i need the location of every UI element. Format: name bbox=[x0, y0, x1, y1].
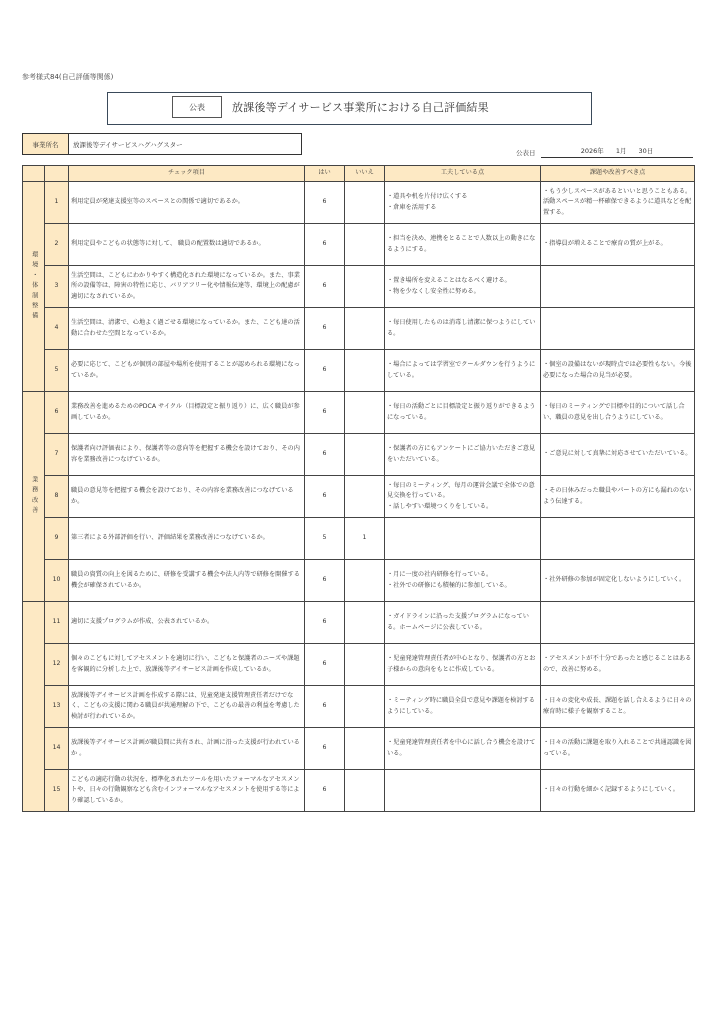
header-number bbox=[45, 166, 69, 182]
yes-count: 6 bbox=[305, 434, 345, 476]
issues-cell bbox=[541, 602, 695, 644]
effort-line: ・毎日使用したものは消毒し清潔に保つようにしている。 bbox=[387, 319, 536, 337]
efforts-cell bbox=[385, 728, 541, 770]
issues-cell bbox=[541, 266, 695, 308]
issues-cell bbox=[541, 350, 695, 392]
check-item: 放課後等デイサービス計画を作成する際には、児童発達支援管理責任者だけでなく、こどもの支援に関わる職員が共通理解の下で、こどもの最善の利益を考慮した検討が行われているか。 bbox=[69, 686, 305, 728]
header-no: いいえ bbox=[345, 166, 385, 182]
issues-cell bbox=[541, 644, 695, 686]
table-row bbox=[23, 434, 695, 476]
effort-line: ・場合によっては学習室でクールダウンを行うようにしている。 bbox=[387, 361, 536, 379]
table-row bbox=[23, 560, 695, 602]
effort-line: ・児童発達管理責任者が中心となり、保護者の方とお子様からの意向をもとに作成している。 bbox=[387, 655, 536, 673]
table-header-row bbox=[23, 166, 695, 182]
check-item: 保護者向け評価表により、保護者等の意向等を把握する機会を設けており、その内容を業務改善につなげているか。 bbox=[69, 434, 305, 476]
item-number: 2 bbox=[45, 224, 69, 266]
no-count bbox=[345, 728, 385, 770]
item-number: 14 bbox=[45, 728, 69, 770]
category-cell: 環境・体制整備 bbox=[23, 182, 45, 392]
no-count bbox=[345, 602, 385, 644]
efforts-cell bbox=[385, 224, 541, 266]
effort-line: ・ミーティング時に職員全員で意見や課題を検討するようにしている。 bbox=[387, 697, 535, 715]
yes-count: 6 bbox=[305, 686, 345, 728]
check-item: 業務改善を進めるためのPDCA サイクル（目標設定と振り返り）に、広く職員が参画しているか。 bbox=[69, 392, 305, 434]
efforts-cell bbox=[385, 350, 541, 392]
effort-line: ・毎日のミーティング、毎月の運営会議で全体での意見交換を行っている。 bbox=[387, 481, 535, 500]
effort-line: ・倉庫を活用する bbox=[387, 203, 437, 211]
issues-cell bbox=[541, 392, 695, 434]
yes-count: 6 bbox=[305, 602, 345, 644]
issue-line: ・個室の設備はないが現時点では必要性もない。今後必要になった場合の見当が必要。 bbox=[543, 361, 692, 379]
no-count bbox=[345, 224, 385, 266]
table-row bbox=[23, 518, 695, 560]
item-number: 5 bbox=[45, 350, 69, 392]
issues-cell bbox=[541, 182, 695, 224]
effort-line: ・保護者の方にもアンケートにご協力いただきご意見をいただいている。 bbox=[387, 445, 536, 463]
item-number: 1 bbox=[45, 182, 69, 224]
header-check-item: チェック項目 bbox=[69, 166, 305, 182]
publication-day: 30日 bbox=[638, 147, 654, 155]
publication-month: 1月 bbox=[615, 147, 627, 155]
issue-line: ・指導員が増えることで療育の質が上がる。 bbox=[543, 240, 667, 248]
table-row bbox=[23, 644, 695, 686]
effort-line: ・話しやすい環境つくりをしている。 bbox=[387, 502, 493, 510]
issue-line: ・アセスメントが不十分であったと感じることはあるので、改善に努める。 bbox=[543, 655, 692, 673]
no-count bbox=[345, 350, 385, 392]
efforts-cell bbox=[385, 770, 541, 812]
efforts-cell bbox=[385, 434, 541, 476]
efforts-cell bbox=[385, 476, 541, 518]
check-item: 利用定員やこどもの状態等に対して、 職員の配置数は適切であるか。 bbox=[69, 224, 305, 266]
table-row bbox=[23, 350, 695, 392]
issues-cell bbox=[541, 560, 695, 602]
category-cell: 業務改善 bbox=[23, 392, 45, 602]
yes-count: 6 bbox=[305, 644, 345, 686]
header-yes: はい bbox=[305, 166, 345, 182]
effort-line: ・道具や机を片付け広くする bbox=[387, 193, 468, 200]
item-number: 7 bbox=[45, 434, 69, 476]
table-row bbox=[23, 182, 695, 224]
item-number: 12 bbox=[45, 644, 69, 686]
check-item: こどもの適応行動の状況を、標準化されたツールを用いたフォーマルなアセスメントや、日々の行動観察なども含むインフォーマルなアセスメントを使用する等により確認しているか。 bbox=[69, 770, 305, 812]
issue-line: ・社外研修の参加が固定化しないようにしていく。 bbox=[543, 576, 686, 584]
issues-cell bbox=[541, 308, 695, 350]
check-item: 利用定員が発達支援室等のスペースとの関係で適切であるか。 bbox=[69, 182, 305, 224]
item-number: 11 bbox=[45, 602, 69, 644]
no-count bbox=[345, 308, 385, 350]
effort-line: ・児童発達管理責任者を中心に話し合う機会を設けている。 bbox=[387, 739, 536, 757]
no-count bbox=[345, 476, 385, 518]
yes-count: 6 bbox=[305, 224, 345, 266]
header-efforts: 工夫している点 bbox=[385, 166, 541, 182]
item-number: 4 bbox=[45, 308, 69, 350]
issue-line: ・毎日のミーティングで目標や目的について話し合い、職員の意見を出し合うようにしている。 bbox=[543, 403, 685, 421]
issues-cell bbox=[541, 224, 695, 266]
efforts-cell bbox=[385, 182, 541, 224]
yes-count: 5 bbox=[305, 518, 345, 560]
issue-line: ・日々の行動を細かく記録するようにしていく。 bbox=[543, 786, 679, 794]
public-tag: 公表 bbox=[172, 96, 222, 118]
yes-count: 6 bbox=[305, 182, 345, 224]
efforts-cell bbox=[385, 518, 541, 560]
table-row bbox=[23, 308, 695, 350]
issue-line: ・その日休みだった職員やパートの方にも漏れのないよう伝達する。 bbox=[543, 487, 692, 505]
effort-line: ・物を少なくし安全性に努める。 bbox=[387, 287, 480, 295]
item-number: 3 bbox=[45, 266, 69, 308]
efforts-cell bbox=[385, 644, 541, 686]
office-name-value: 放課後等デイサービスハグハグスター bbox=[73, 140, 183, 149]
check-item: 第三者による外部評価を行い、評価結果を業務改善につなげているか。 bbox=[69, 518, 305, 560]
page-title: 放課後等デイサービス事業所における自己評価結果 bbox=[232, 101, 489, 114]
no-count bbox=[345, 182, 385, 224]
issue-line: ・ご意見に対して真摯に対応させていただいている。 bbox=[543, 450, 692, 458]
no-count bbox=[345, 392, 385, 434]
table-row bbox=[23, 686, 695, 728]
table-row bbox=[23, 392, 695, 434]
yes-count: 6 bbox=[305, 770, 345, 812]
publication-date bbox=[541, 144, 693, 158]
check-item: 必要に応じて、こどもが個別の部屋や場所を使用することが認められる環境になっているか。 bbox=[69, 350, 305, 392]
yes-count: 6 bbox=[305, 560, 345, 602]
table-row bbox=[23, 770, 695, 812]
item-number: 6 bbox=[45, 392, 69, 434]
effort-line: ・置き場所を変えることはなるべく避ける。 bbox=[387, 277, 511, 284]
table-row bbox=[23, 224, 695, 266]
issue-line: ・もう少しスペースがあるといいと思うこともある。活動スペースが精一杯確保できるように道具などを配置する。 bbox=[543, 187, 692, 216]
office-name-box bbox=[22, 133, 302, 155]
issues-cell bbox=[541, 476, 695, 518]
office-name-label: 事業所名 bbox=[23, 134, 69, 154]
header-category bbox=[23, 166, 45, 182]
no-count: 1 bbox=[345, 518, 385, 560]
publication-date-label: 公表日 bbox=[516, 149, 536, 157]
issues-cell bbox=[541, 770, 695, 812]
issues-cell bbox=[541, 434, 695, 476]
item-number: 13 bbox=[45, 686, 69, 728]
effort-line: ・月に一度の社内研修を行っている。 bbox=[387, 571, 493, 578]
issue-line: ・日々の活動に課題を取り入れることで共通認識を図っている。 bbox=[543, 739, 692, 757]
yes-count: 6 bbox=[305, 308, 345, 350]
yes-count: 6 bbox=[305, 728, 345, 770]
efforts-cell bbox=[385, 266, 541, 308]
yes-count: 6 bbox=[305, 392, 345, 434]
check-item: 生活空間は、こどもにわかりやすく構造化された環境になっているか。また、事業所の設備等は、障害の特性に応じ、バリアフリー化や情報伝達等、環境上の配慮が適切になされているか。 bbox=[69, 266, 305, 308]
check-item: 放課後等デイサービス計画が職員間に共有され、計画に沿った支援が行われているか 。 bbox=[69, 728, 305, 770]
effort-line: ・担当を決め、連携をとることで人数以上の動きになるようにする。 bbox=[387, 235, 536, 253]
check-item: 生活空間は、清潔で、心地よく過ごせる環境になっているか。また、こども達の活動に合わせた空間となっているか。 bbox=[69, 308, 305, 350]
efforts-cell bbox=[385, 560, 541, 602]
check-item: 職員の資質の向上を図るために、研修を受講する機会や法人内等で研修を開催する機会が確保されているか。 bbox=[69, 560, 305, 602]
no-count bbox=[345, 686, 385, 728]
yes-count: 6 bbox=[305, 266, 345, 308]
category-cell bbox=[23, 602, 45, 812]
effort-line: ・毎日の活動ごとに目標設定と振り返りができるようになっている。 bbox=[387, 403, 536, 421]
efforts-cell bbox=[385, 308, 541, 350]
efforts-cell bbox=[385, 686, 541, 728]
no-count bbox=[345, 266, 385, 308]
effort-line: ・ガイドラインに沿った支援プログラムになっている。ホームページに公表している。 bbox=[387, 613, 529, 631]
item-number: 10 bbox=[45, 560, 69, 602]
reference-label: 参考様式84(自己評価等関係) bbox=[22, 73, 114, 81]
table-row bbox=[23, 476, 695, 518]
item-number: 15 bbox=[45, 770, 69, 812]
item-number: 8 bbox=[45, 476, 69, 518]
table-row bbox=[23, 266, 695, 308]
table-row bbox=[23, 602, 695, 644]
efforts-cell bbox=[385, 602, 541, 644]
yes-count: 6 bbox=[305, 350, 345, 392]
effort-line: ・社外での研修にも積極的に参加している。 bbox=[387, 581, 511, 589]
publication-year: 2026年 bbox=[580, 147, 604, 155]
no-count bbox=[345, 644, 385, 686]
no-count bbox=[345, 560, 385, 602]
issues-cell bbox=[541, 686, 695, 728]
issues-cell bbox=[541, 728, 695, 770]
issues-cell bbox=[541, 518, 695, 560]
item-number: 9 bbox=[45, 518, 69, 560]
check-item: 個々のこどもに対してアセスメントを適切に行い、こどもと保護者のニーズや課題を客観的に分析した上で、放課後等デイサービス計画を作成しているか。 bbox=[69, 644, 305, 686]
efforts-cell bbox=[385, 392, 541, 434]
issue-line: ・日々の変化や成長、課題を話し合えるように日々の療育時に様子を観察すること。 bbox=[543, 697, 692, 715]
no-count bbox=[345, 434, 385, 476]
yes-count: 6 bbox=[305, 476, 345, 518]
self-evaluation-table bbox=[22, 165, 695, 812]
check-item: 適切に支援プログラムが作成、公表されているか。 bbox=[69, 602, 305, 644]
header-issues: 課題や改善すべき点 bbox=[541, 166, 695, 182]
check-item: 職員の意見等を把握する機会を設けており、その内容を業務改善につなげているか。 bbox=[69, 476, 305, 518]
no-count bbox=[345, 770, 385, 812]
table-row bbox=[23, 728, 695, 770]
